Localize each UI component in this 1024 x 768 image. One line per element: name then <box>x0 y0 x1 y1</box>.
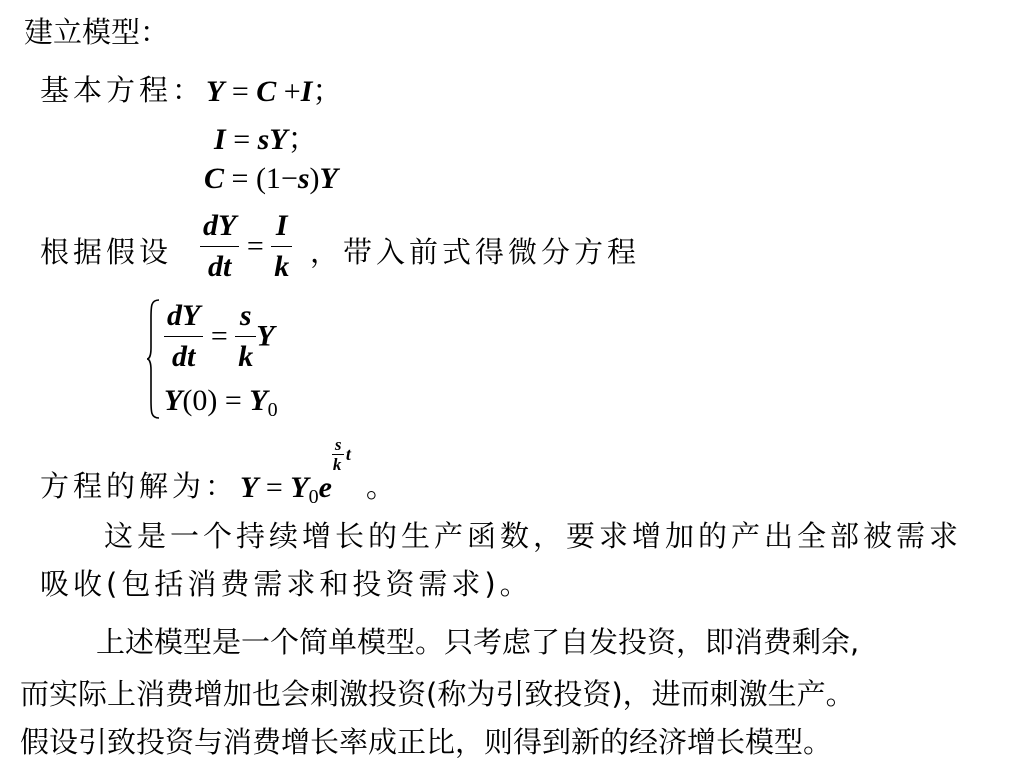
paragraph1-line1: 这是一个持续增长的生产函数，要求增加的产出全部被需求 <box>104 519 963 553</box>
equation-c-1-s-y: C = (1−s)Y <box>204 162 338 195</box>
assumption-label: 根据假设 <box>40 235 173 269</box>
section-heading: 建立模型： <box>24 15 170 49</box>
exponent: s k t <box>332 435 351 474</box>
assumption-equation: $\frac{dY}{dt}$ = $\frac{I}{k}$ <box>200 206 292 287</box>
equation-i-sy: I = sY； <box>214 123 318 156</box>
differential-equation: $\frac{dY}{dt}$ = $\frac{s}{k}$ Y <box>164 296 275 377</box>
system-dy-dt-fraction: $\frac{dY}{dt}$ <box>164 296 203 377</box>
paragraph2-line1: 上述模型是一个简单模型。只考虑了自发投资，即消费剩余, <box>96 625 860 659</box>
left-brace-icon <box>146 298 160 420</box>
solution-equation: $Y = Y_0e$ s k t 。 <box>240 435 396 508</box>
assumption-tail: ，带入前式得微分方程 <box>310 235 641 269</box>
solution-label: 方程的解为： <box>40 469 239 503</box>
dy-dt-fraction: $\frac{dY}{dt}$ <box>200 206 239 287</box>
paragraph2-line3: 假设引致投资与消费增长率成正比，则得到新的经济增长模型。 <box>20 725 833 759</box>
paragraph2-line2: 而实际上消费增加也会刺激投资(称为引致投资)，进而刺激生产。 <box>20 677 855 711</box>
initial-condition: $Y(0) = Y_0$ <box>164 384 278 421</box>
basic-equation-label: 基本方程： <box>40 73 206 107</box>
s-over-k-fraction: $\frac{s}{k}$ <box>235 296 256 377</box>
paragraph1-line2: 吸收(包括消费需求和投资需求)。 <box>40 567 533 601</box>
i-over-k-fraction: $\frac{I}{k}$ <box>271 206 292 287</box>
equation-y-c-i: Y = C +I； <box>206 75 343 108</box>
